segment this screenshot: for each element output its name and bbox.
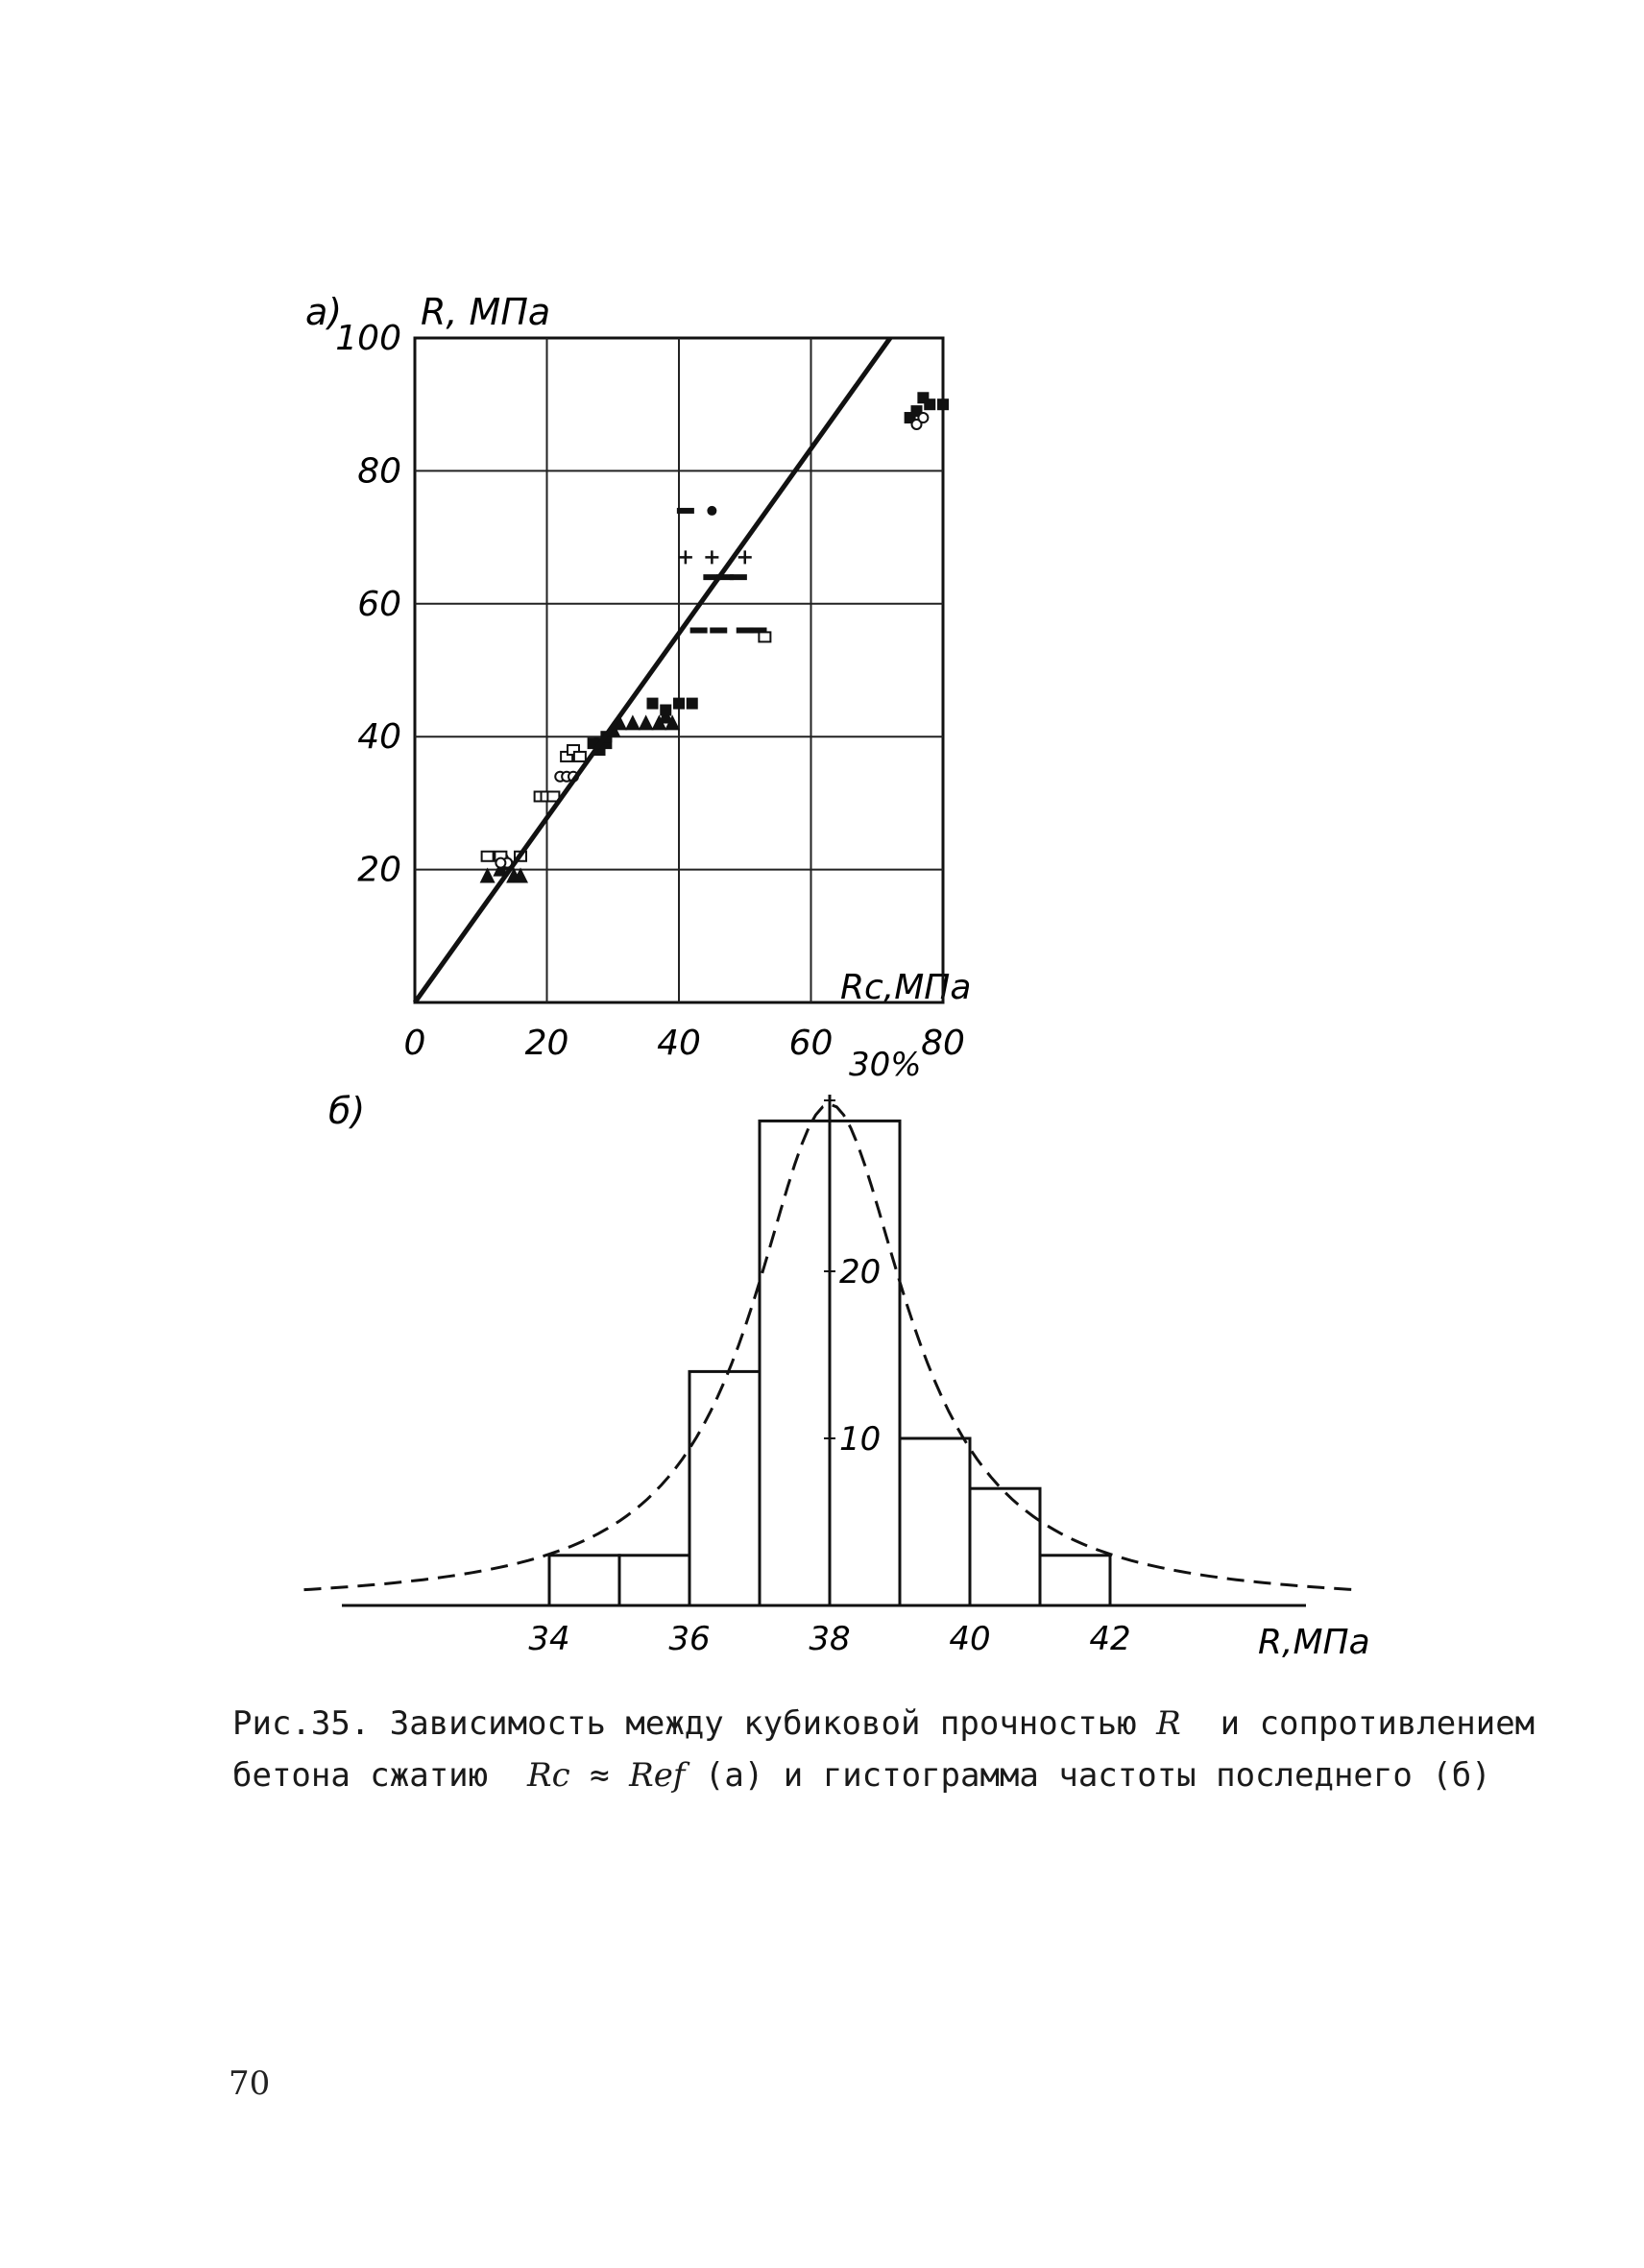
x-tick-label: 80: [921, 1024, 965, 1063]
data-point: [937, 398, 949, 410]
data-point: [924, 398, 935, 410]
y-tick-label: 80: [357, 451, 401, 492]
tick-labels: [335, 319, 965, 1063]
data-point: [496, 858, 505, 868]
data-point: [647, 698, 659, 710]
y-tick-label: 20: [357, 850, 401, 890]
data-point: [707, 506, 716, 516]
data-point: [482, 852, 494, 861]
histogram-bar: [900, 1438, 970, 1605]
histogram-bar: [549, 1556, 619, 1605]
scatter-panel-a: [305, 291, 971, 1063]
data-point: [918, 413, 928, 422]
hist-axes: [342, 1095, 1306, 1605]
data-point: [710, 627, 727, 633]
caption-line-2: бетона сжатию Rc ≈ Ref (а) и гистограмма частоты последнего (б): [232, 1756, 1491, 1795]
y-tick-label: 60: [357, 584, 401, 624]
caption-line-1: Рис.35. Зависимость между кубиковой прочностью R и сопротивлением: [232, 1704, 1535, 1743]
data-point: [673, 698, 685, 710]
hist-y-tick-label: 20: [839, 1253, 882, 1291]
hist-x-axis-label: R,МПа: [1258, 1623, 1370, 1662]
grid: [415, 338, 943, 1002]
data-point: [639, 714, 654, 730]
regression-line: [415, 338, 890, 1002]
data-point: [679, 550, 692, 564]
hist-x-tick-label: 36: [668, 1620, 711, 1658]
x-tick-label: 60: [788, 1024, 834, 1063]
data-point: [730, 574, 747, 580]
histogram-bar: [689, 1371, 760, 1605]
data-point: [660, 705, 671, 716]
x-tick-label: 0: [403, 1024, 426, 1063]
data-point: [677, 508, 694, 514]
data-point: [690, 627, 708, 633]
hist-x-tick-label: 40: [949, 1620, 991, 1658]
histogram-panel-b: [304, 1046, 1370, 1662]
x-tick-label: 40: [657, 1024, 701, 1063]
hist-y-tick-label: 10: [839, 1420, 882, 1459]
panel-b-label: б): [328, 1090, 366, 1132]
hist-x-tick-label: 38: [809, 1620, 851, 1658]
figure-caption: [232, 1698, 1535, 1801]
hist-x-tick-label: 34: [528, 1620, 570, 1658]
percent-label: 30%: [849, 1046, 922, 1084]
data-point: [625, 714, 641, 730]
x-tick-label: 20: [524, 1024, 569, 1063]
x-axis-label: Rc,МПа: [840, 968, 972, 1007]
panel-a-label: a): [305, 291, 343, 333]
data-point: [759, 632, 770, 641]
page-number: 70: [229, 2064, 271, 2103]
y-axis-label: R, МПа: [421, 291, 551, 333]
hist-x-tick-label: 42: [1089, 1620, 1131, 1658]
y-tick-label: 40: [357, 717, 401, 758]
histogram-bar: [1040, 1556, 1110, 1605]
data-point: [738, 550, 752, 564]
data-point: [705, 550, 718, 564]
histogram-bar: [970, 1488, 1040, 1605]
data-point: [687, 698, 698, 710]
histogram-bar: [619, 1556, 689, 1605]
data-point: [574, 752, 586, 761]
y-tick-label: 100: [335, 319, 401, 358]
